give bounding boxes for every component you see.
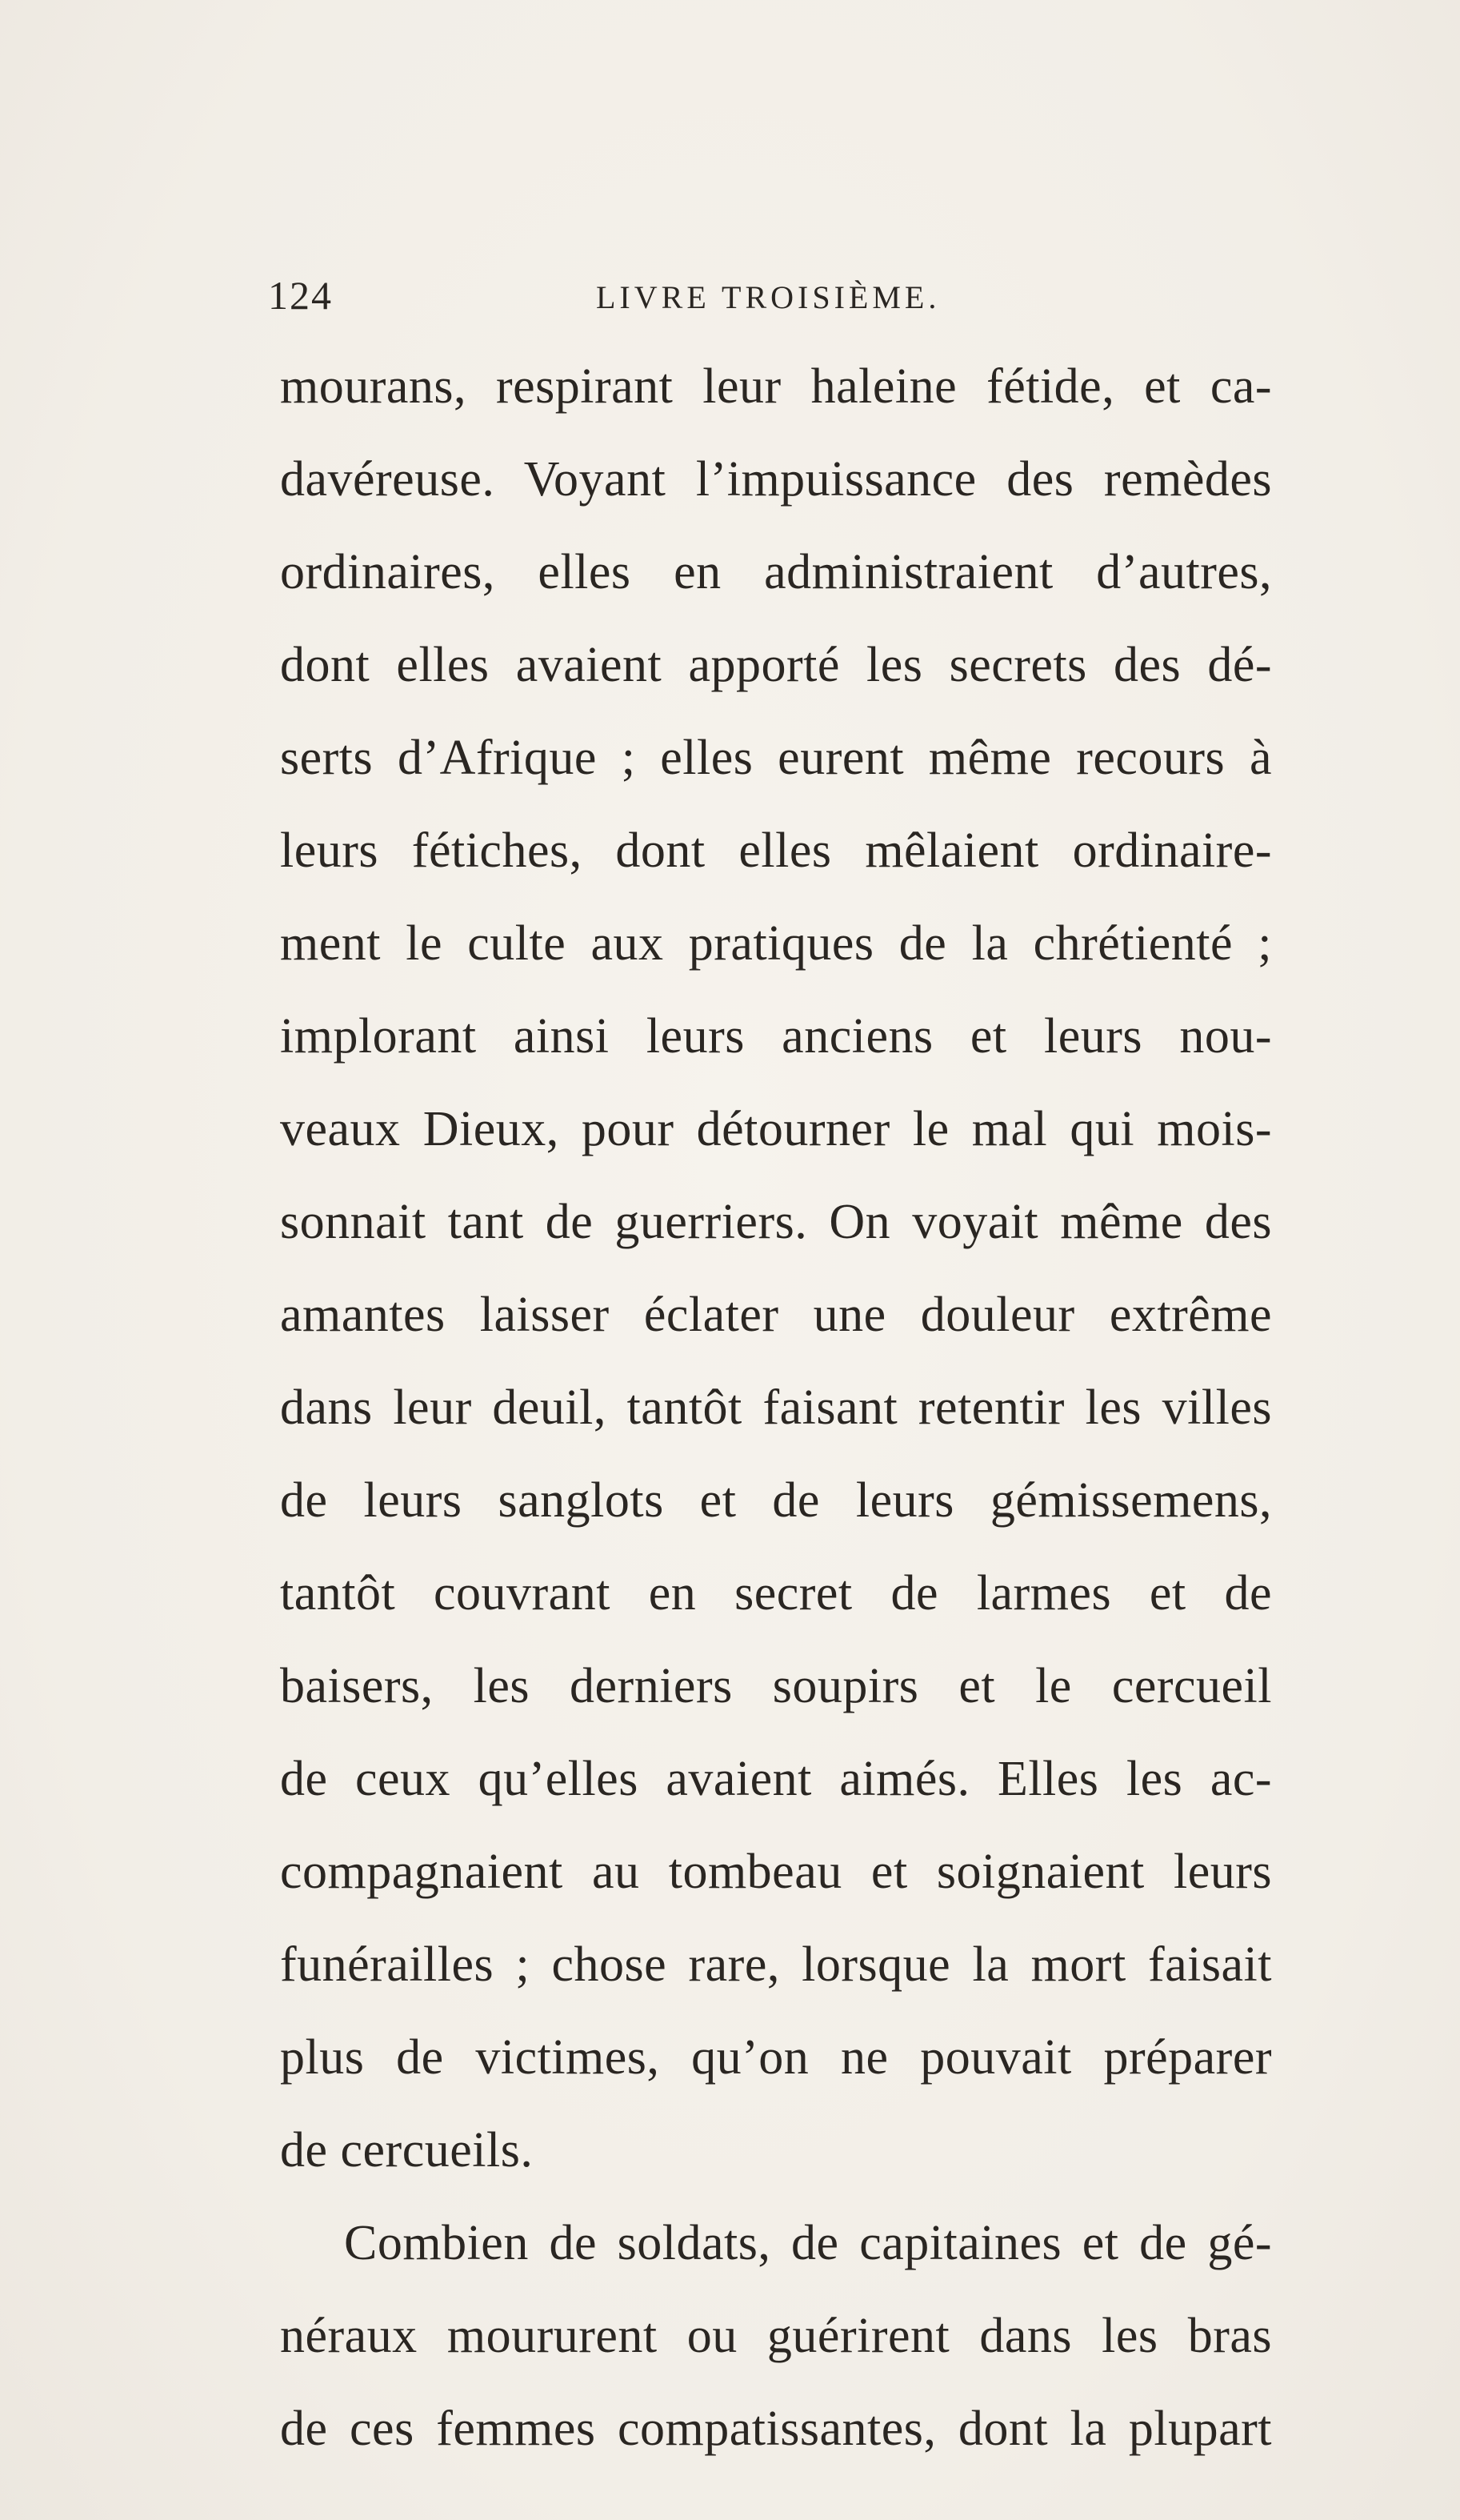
text-line: néraux moururent ou guérirent dans les bras: [280, 2309, 1272, 2363]
page-number: 124: [268, 273, 333, 318]
text-line: baisers, les derniers soupirs et le cercueil: [280, 1659, 1272, 1713]
page-header: [268, 272, 1272, 328]
text-line: serts d’Afrique ; elles eurent même recours à: [280, 731, 1272, 785]
text-line: ordinaires, elles en administraient d’autres,: [280, 545, 1272, 599]
text-line: de ces femmes compatissantes, dont la plupart: [280, 2402, 1272, 2456]
text-line: davéreuse. Voyant l’impuissance des remèdes: [280, 452, 1272, 507]
text-line: dans leur deuil, tantôt faisant retentir les villes: [280, 1380, 1272, 1435]
paragraph-start-line: Combien de soldats, de capitaines et de gé-: [344, 2216, 1272, 2270]
text-line: tantôt couvrant en secret de larmes et de: [280, 1566, 1272, 1621]
body-text: [280, 340, 1272, 2475]
running-title: LIVRE TROISIÈME.: [596, 279, 941, 315]
text-line: implorant ainsi leurs anciens et leurs nou-: [280, 1009, 1272, 1064]
text-line: dont elles avaient apporté les secrets des dé-: [280, 638, 1272, 692]
text-line: sonnait tant de guerriers. On voyait même des: [280, 1195, 1272, 1249]
text-line: funérailles ; chose rare, lorsque la mort faisait: [280, 1937, 1272, 1992]
paragraph-end-line: de cercueils.: [280, 2123, 534, 2177]
text-line: mourans, respirant leur haleine fétide, et ca-: [280, 359, 1272, 414]
text-line: compagnaient au tombeau et soignaient leurs: [280, 1845, 1272, 1899]
text-line: plus de victimes, qu’on ne pouvait préparer: [280, 2030, 1272, 2085]
text-line: leurs fétiches, dont elles mêlaient ordinaire-: [280, 823, 1272, 878]
text-line: amantes laisser éclater une douleur extrême: [280, 1288, 1272, 1342]
text-line: de leurs sanglots et de leurs gémissemens,: [280, 1473, 1272, 1528]
text-line: de ceux qu’elles avaient aimés. Elles les ac-: [280, 1752, 1272, 1806]
text-line: ment le culte aux pratiques de la chrétienté ;: [280, 916, 1272, 971]
text-line: veaux Dieux, pour détourner le mal qui mois-: [280, 1102, 1272, 1156]
